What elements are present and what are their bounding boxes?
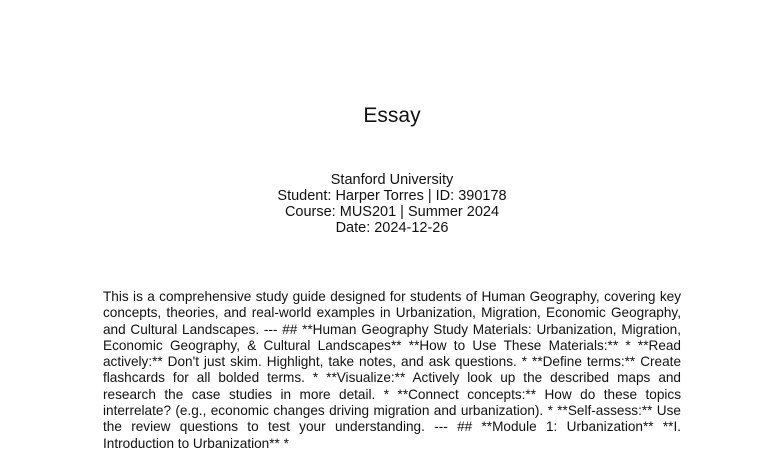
page-title: Essay bbox=[363, 104, 421, 127]
university-name: Stanford University bbox=[330, 172, 454, 188]
header-block bbox=[0, 172, 784, 236]
course-info: Course: MUS201 | Summer 2024 bbox=[284, 204, 500, 220]
date-info: Date: 2024-12-26 bbox=[335, 220, 449, 236]
student-info: Student: Harper Torres | ID: 390178 bbox=[277, 188, 507, 204]
essay-body: This is a comprehensive study guide designed for students of Human Geography, covering key concepts, theories, and real-world examples in Urbanization, Migration, Economic Geography, and Cultural Landscapes. --- ## **Human Geography Study Materials: Urbanization, Migration, Economic Geography, & Cultural Landscapes** **How to Use These Materials:** * **Read actively:** Don't just skim. Highlight, take notes, and ask questions. * **Define terms:** Create flashcards for all bolded terms. * **Visualize:** Actively look up the described maps and research the case studies in more detail. * **Connect concepts:** How do these topics interrelate? (e.g., economic changes driving migration and urbanization). * **Self-assess:** Use the review questions to test your understanding. --- ## **Module 1: Urbanization** **I. Introduction to Urbanization** * bbox=[103, 289, 681, 451]
